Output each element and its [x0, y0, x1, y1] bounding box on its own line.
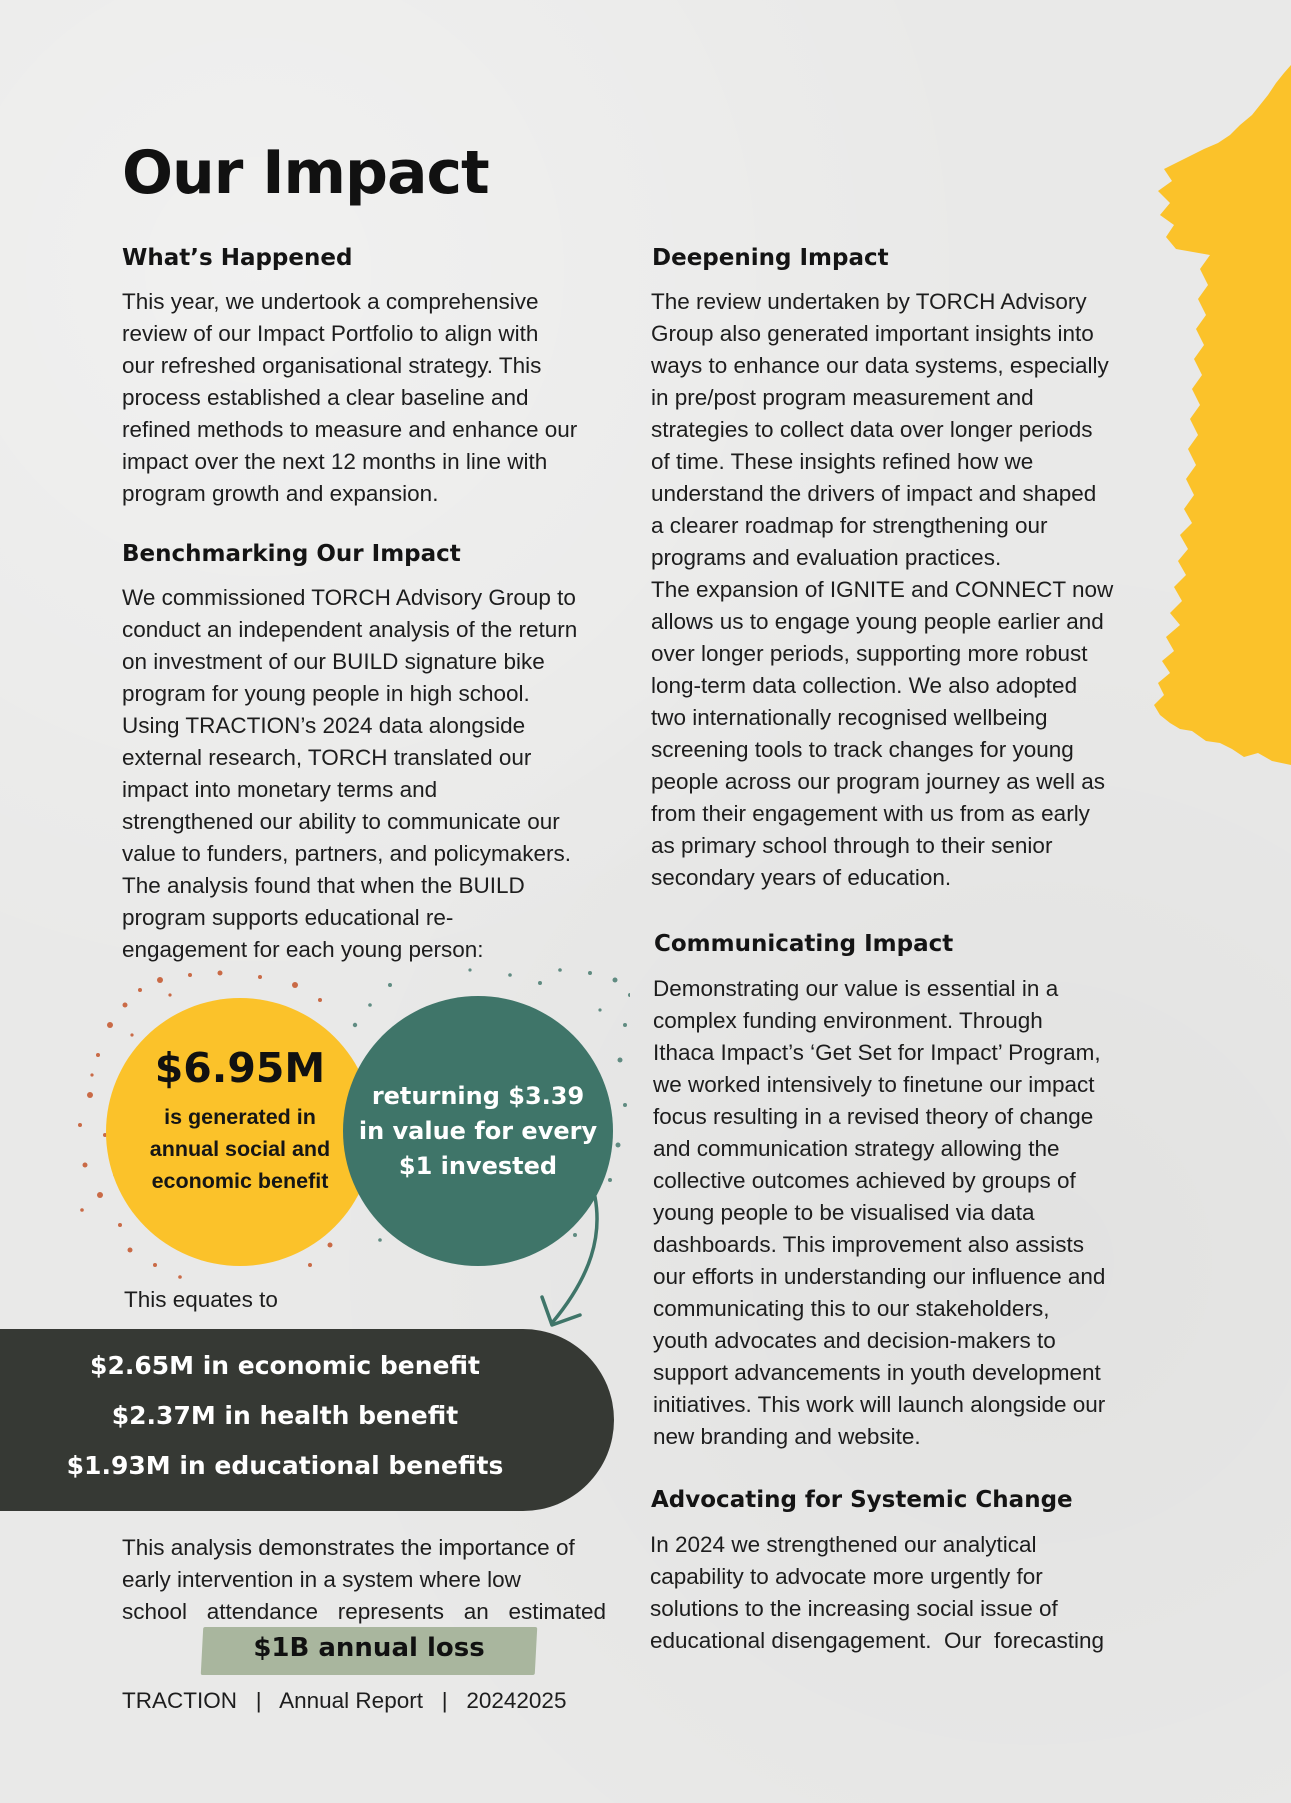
footer-org: TRACTION	[122, 1688, 237, 1713]
whats-happened-heading: What’s Happened	[122, 245, 353, 271]
footer-report: Annual Report	[279, 1688, 423, 1713]
yellow-paint-brush-decoration	[1140, 65, 1291, 765]
equates-label: This equates to	[124, 1287, 278, 1312]
communicating-text: Demonstrating our value is essential in a complex funding environment. Through Ithaca Impact’s ‘Get Set for Impact’ Program, we worked intensively to finetune our impact focus resulting in a revised theory of change and communication strategy allowing the collective outcomes achieved by groups of young people to be visualised via data dashboards. This improvement also assists our efforts in understanding our influence and communicating this to our stakeholders, youth advocates and decision-makers to support advancements in youth development initiatives. This work will launch alongside our new branding and website.	[653, 976, 1106, 1449]
communicating-heading: Communicating Impact	[654, 931, 954, 957]
advocating-text: In 2024 we strengthened our analytical capability to advocate more urgently for solutions to the increasing social issue of educational disengagement. Our forecasting	[650, 1532, 1105, 1653]
page-footer: TRACTION | Annual Report | 20242025	[122, 1688, 567, 1713]
benefits-breakdown-panel	[0, 1329, 614, 1511]
return-description: returning $3.39 in value for every $1 invested	[358, 1082, 598, 1180]
closing-text: This analysis demonstrates the importance of early intervention in a system where low school attendance represents an estimated	[122, 1535, 606, 1624]
curved-arrow-icon	[540, 1195, 610, 1335]
annual-loss-text: $1B annual loss	[253, 1633, 485, 1663]
benchmarking-text: We commissioned TORCH Advisory Group to conduct an independent analysis of the return on investment of our BUILD signature bike program for young people in high school. Using TRACTION’s 2024 data alongside external research, TORCH translated our impact into monetary terms and strengthened our ability to communicate our value to funders, partners, and policymakers. The analysis found that when the BUILD program supports educational re- engagement for each young person:	[122, 585, 578, 962]
page-title: Our Impact	[122, 138, 489, 208]
deepening-heading: Deepening Impact	[652, 245, 889, 271]
health-benefit: $2.37M in health benefit	[111, 1401, 459, 1430]
advocating-heading: Advocating for Systemic Change	[651, 1487, 1073, 1513]
whats-happened-text: This year, we undertook a comprehensive review of our Impact Portfolio to align with our refreshed organisational strategy. This process established a clear baseline and refined methods to measure and enhance our impact over the next 12 months in line with program growth and expansion.	[122, 289, 578, 506]
educational-benefit: $1.93M in educational benefits	[66, 1451, 504, 1480]
benefit-description: is generated in annual social and economic benefit	[149, 1105, 331, 1193]
benefit-amount: $6.95M	[154, 1044, 326, 1092]
deepening-text: The review undertaken by TORCH Advisory Group also generated important insights into ways to enhance our data systems, especially in pre/post program measurement and strategies to collect data over longer periods of time. These insights refined how we understand the drivers of impact and shaped a clearer roadmap for strengthening our programs and evaluation practices. The expansion of IGNITE and CONNECT now allows us to engage young people earlier and over longer periods, supporting more robust long-term data collection. We also adopted two internationally recognised wellbeing screening tools to track changes for young people across our program journey as well as from their engagement with us from as early as primary school through to their senior secondary years of education.	[651, 289, 1114, 890]
benchmarking-heading: Benchmarking Our Impact	[122, 541, 461, 567]
footer-year: 20242025	[466, 1688, 567, 1713]
economic-benefit: $2.65M in economic benefit	[90, 1351, 480, 1380]
